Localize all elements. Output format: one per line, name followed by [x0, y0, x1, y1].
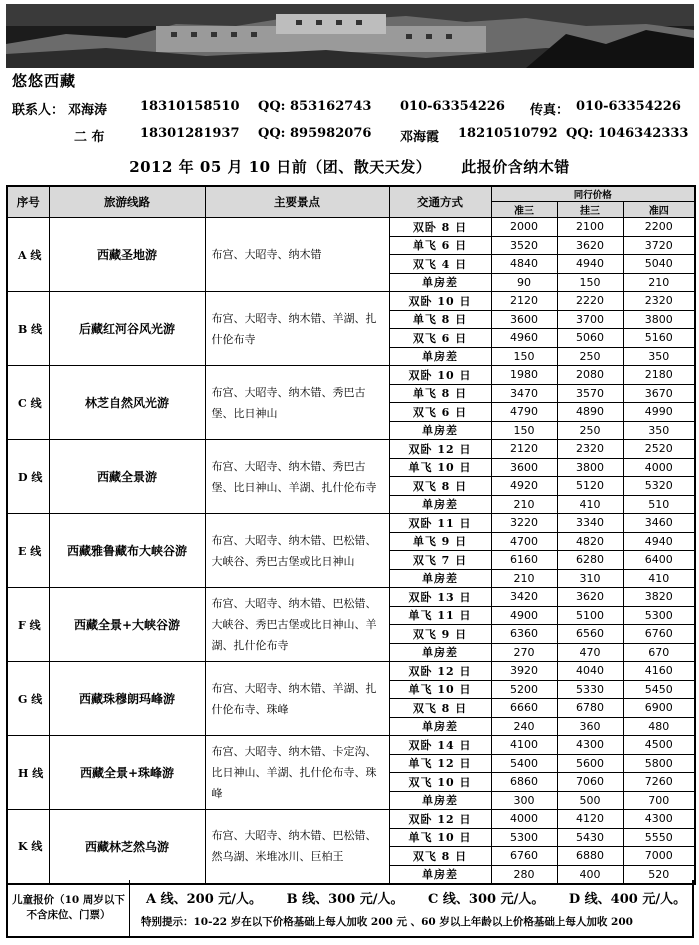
- price-cell: 4940: [557, 255, 623, 274]
- price-cell: 4890: [557, 403, 623, 422]
- price-cell: 280: [491, 865, 557, 884]
- price-cell: 670: [623, 643, 695, 662]
- contact-qq-2: 1046342333: [598, 126, 689, 141]
- transport-mode: 单飞 10 日: [389, 828, 491, 847]
- transport-mode: 单飞 8 日: [389, 384, 491, 403]
- transport-mode: 双飞 9 日: [389, 625, 491, 644]
- price-cell: 4920: [491, 477, 557, 496]
- price-cell: 5060: [557, 329, 623, 348]
- price-cell: 3600: [491, 458, 557, 477]
- price-cell: 5160: [623, 329, 695, 348]
- route-sights: 布宫、大昭寺、纳木错、巴松错、然乌湖、米堆冰川、巨柏王: [205, 810, 389, 884]
- table-row: [7, 292, 695, 311]
- price-cell: 2520: [623, 440, 695, 459]
- route-index: B 线: [7, 292, 49, 366]
- route-index: C 线: [7, 366, 49, 440]
- route-name: 林芝自然风光游: [49, 366, 205, 440]
- transport-mode: 双卧 14 日: [389, 736, 491, 755]
- route-index: A 线: [7, 218, 49, 292]
- price-cell: 5320: [623, 477, 695, 496]
- price-cell: 150: [557, 273, 623, 292]
- contact-fax-label: 传真：: [530, 103, 570, 118]
- route-index: K 线: [7, 810, 49, 884]
- route-index: D 线: [7, 440, 49, 514]
- price-cell: 2200: [623, 218, 695, 237]
- price-cell: 470: [557, 643, 623, 662]
- contact-mobile: 18301281937: [140, 126, 240, 141]
- price-cell: 2220: [557, 292, 623, 311]
- price-cell: 5430: [557, 828, 623, 847]
- table-row: [7, 366, 695, 385]
- price-cell: 6860: [491, 773, 557, 792]
- price-cell: 4940: [623, 532, 695, 551]
- price-cell: 3420: [491, 588, 557, 607]
- route-sights: 布宫、大昭寺、纳木错、巴松错、大峡谷、秀巴古堡或比日神山、羊湖、扎什伦布寺: [205, 588, 389, 662]
- route-name: 西藏林芝然乌游: [49, 810, 205, 884]
- contact-qq-label: QQ:: [258, 99, 286, 114]
- price-cell: 3220: [491, 514, 557, 533]
- transport-mode: 双飞 8 日: [389, 847, 491, 866]
- brand-title: 悠悠西藏: [12, 72, 77, 90]
- price-cell: 270: [491, 643, 557, 662]
- header-tier: 准四: [623, 202, 695, 218]
- price-cell: 5330: [557, 680, 623, 699]
- price-cell: 4100: [491, 736, 557, 755]
- table-row: [7, 662, 695, 681]
- transport-mode: 双卧 13 日: [389, 588, 491, 607]
- price-cell: 400: [557, 865, 623, 884]
- route-index: F 线: [7, 588, 49, 662]
- route-name: 西藏全景游: [49, 440, 205, 514]
- price-cell: 3520: [491, 236, 557, 255]
- price-cell: 210: [491, 569, 557, 588]
- price-cell: 5450: [623, 680, 695, 699]
- transport-mode: 单房差: [389, 273, 491, 292]
- price-cell: 250: [557, 347, 623, 366]
- price-cell: 6360: [491, 625, 557, 644]
- price-cell: 4790: [491, 403, 557, 422]
- table-row: [7, 514, 695, 533]
- table-row: [7, 588, 695, 607]
- route-name: 西藏全景+珠峰游: [49, 736, 205, 810]
- price-cell: 7000: [623, 847, 695, 866]
- table-row: [7, 440, 695, 459]
- route-name: 西藏珠穆朗玛峰游: [49, 662, 205, 736]
- price-cell: 4500: [623, 736, 695, 755]
- price-cell: 2000: [491, 218, 557, 237]
- price-cell: 6760: [491, 847, 557, 866]
- child-prices: [146, 888, 699, 907]
- child-price-b: B 线、300 元/人。: [286, 892, 404, 907]
- price-cell: 360: [557, 717, 623, 736]
- header-tier: 挂三: [557, 202, 623, 218]
- price-cell: 2320: [623, 292, 695, 311]
- price-cell: 520: [623, 865, 695, 884]
- price-cell: 5040: [623, 255, 695, 274]
- transport-mode: 双卧 12 日: [389, 810, 491, 829]
- child-price-label: 儿童报价（10 周岁以下不含床位、门票）: [8, 880, 130, 936]
- price-cell: 6760: [623, 625, 695, 644]
- contact-qq-label-2: QQ:: [566, 126, 594, 141]
- price-cell: 6160: [491, 551, 557, 570]
- table-row: [7, 810, 695, 829]
- price-cell: 3800: [623, 310, 695, 329]
- price-cell: 210: [491, 495, 557, 514]
- contact-name: 二 布: [74, 130, 105, 145]
- price-cell: 6660: [491, 699, 557, 718]
- route-name: 西藏圣地游: [49, 218, 205, 292]
- transport-mode: 双卧 10 日: [389, 292, 491, 311]
- route-sights: 布宫、大昭寺、纳木错、卡定沟、比日神山、羊湖、扎什伦布寺、珠峰: [205, 736, 389, 810]
- price-cell: 500: [557, 791, 623, 810]
- transport-mode: 双卧 10 日: [389, 366, 491, 385]
- price-cell: 5300: [491, 828, 557, 847]
- transport-mode: 单房差: [389, 347, 491, 366]
- price-cell: 3820: [623, 588, 695, 607]
- contact-fax: 010-63354226: [576, 99, 681, 114]
- price-cell: 5800: [623, 754, 695, 773]
- price-cell: 5120: [557, 477, 623, 496]
- price-cell: 6900: [623, 699, 695, 718]
- price-cell: 3600: [491, 310, 557, 329]
- price-cell: 3470: [491, 384, 557, 403]
- transport-mode: 双卧 12 日: [389, 440, 491, 459]
- notice-note: 此报价含纳木错: [461, 158, 570, 176]
- price-cell: 150: [491, 347, 557, 366]
- transport-mode: 双飞 7 日: [389, 551, 491, 570]
- price-cell: 7260: [623, 773, 695, 792]
- price-cell: 4040: [557, 662, 623, 681]
- price-cell: 2120: [491, 440, 557, 459]
- price-cell: 90: [491, 273, 557, 292]
- contact-mobile: 18310158510: [140, 99, 240, 114]
- price-cell: 2100: [557, 218, 623, 237]
- route-name: 西藏雅鲁藏布大峡谷游: [49, 514, 205, 588]
- contact-qq-label: QQ:: [258, 126, 286, 141]
- price-cell: 250: [557, 421, 623, 440]
- route-sights: 布宫、大昭寺、纳木错、巴松错、大峡谷、秀巴古堡或比日神山: [205, 514, 389, 588]
- route-index: E 线: [7, 514, 49, 588]
- header-price: 同行价格: [491, 186, 695, 202]
- price-cell: 410: [557, 495, 623, 514]
- header-route: 旅游线路: [49, 186, 205, 218]
- contact-mobile-2: 18210510792: [458, 126, 558, 141]
- price-cell: 3700: [557, 310, 623, 329]
- child-price-a: A 线、200 元/人。: [146, 892, 263, 907]
- price-cell: 5550: [623, 828, 695, 847]
- transport-mode: 双飞 4 日: [389, 255, 491, 274]
- transport-mode: 双飞 6 日: [389, 329, 491, 348]
- notice-line: [0, 156, 699, 177]
- price-cell: 3620: [557, 236, 623, 255]
- transport-mode: 单房差: [389, 865, 491, 884]
- transport-mode: 单房差: [389, 791, 491, 810]
- price-cell: 150: [491, 421, 557, 440]
- route-sights: 布宫、大昭寺、纳木错、秀巴古堡、比日神山: [205, 366, 389, 440]
- contact-name-2: 邓海霞: [400, 130, 440, 145]
- price-cell: 2080: [557, 366, 623, 385]
- transport-mode: 单飞 6 日: [389, 236, 491, 255]
- price-cell: 4900: [491, 606, 557, 625]
- contact-label: 联系人：: [12, 103, 65, 118]
- price-cell: 350: [623, 347, 695, 366]
- route-sights: 布宫、大昭寺、纳木错、羊湖、扎什伦布寺、珠峰: [205, 662, 389, 736]
- transport-mode: 单飞 8 日: [389, 310, 491, 329]
- transport-mode: 双飞 10 日: [389, 773, 491, 792]
- price-cell: 2320: [557, 440, 623, 459]
- table-row: [7, 218, 695, 237]
- price-cell: 2180: [623, 366, 695, 385]
- price-table-body: [7, 218, 695, 884]
- footer-box: [6, 880, 694, 938]
- price-cell: 3720: [623, 236, 695, 255]
- price-cell: 4990: [623, 403, 695, 422]
- transport-mode: 单飞 10 日: [389, 458, 491, 477]
- child-price-d: D 线、400 元/人。: [568, 892, 687, 907]
- transport-mode: 双飞 8 日: [389, 699, 491, 718]
- price-cell: 3670: [623, 384, 695, 403]
- header-sights: 主要景点: [205, 186, 389, 218]
- price-cell: 6280: [557, 551, 623, 570]
- price-cell: 700: [623, 791, 695, 810]
- price-cell: 3920: [491, 662, 557, 681]
- transport-mode: 单房差: [389, 643, 491, 662]
- header-banner-image: [6, 4, 694, 68]
- price-cell: 3620: [557, 588, 623, 607]
- header-tier: 准三: [491, 202, 557, 218]
- price-cell: 4700: [491, 532, 557, 551]
- price-cell: 210: [623, 273, 695, 292]
- price-cell: 4120: [557, 810, 623, 829]
- contact-phone: 010-63354226: [400, 99, 505, 114]
- table-row: [7, 736, 695, 755]
- price-cell: 4000: [491, 810, 557, 829]
- transport-mode: 双飞 6 日: [389, 403, 491, 422]
- price-cell: 3800: [557, 458, 623, 477]
- price-cell: 410: [623, 569, 695, 588]
- contact-qq: 853162743: [290, 99, 372, 114]
- price-cell: 1980: [491, 366, 557, 385]
- price-cell: 4960: [491, 329, 557, 348]
- price-cell: 3340: [557, 514, 623, 533]
- transport-mode: 单房差: [389, 569, 491, 588]
- price-cell: 6880: [557, 847, 623, 866]
- price-cell: 7060: [557, 773, 623, 792]
- transport-mode: 单房差: [389, 421, 491, 440]
- price-cell: 4300: [557, 736, 623, 755]
- transport-mode: 单房差: [389, 717, 491, 736]
- transport-mode: 单飞 12 日: [389, 754, 491, 773]
- price-cell: 4840: [491, 255, 557, 274]
- price-cell: 6400: [623, 551, 695, 570]
- price-cell: 310: [557, 569, 623, 588]
- price-cell: 5600: [557, 754, 623, 773]
- transport-mode: 单飞 10 日: [389, 680, 491, 699]
- header-transport: 交通方式: [389, 186, 491, 218]
- price-cell: 5300: [623, 606, 695, 625]
- contact-qq: 895982076: [290, 126, 372, 141]
- transport-mode: 单飞 11 日: [389, 606, 491, 625]
- transport-mode: 单房差: [389, 495, 491, 514]
- price-cell: 240: [491, 717, 557, 736]
- route-sights: 布宫、大昭寺、纳木错、羊湖、扎什伦布寺: [205, 292, 389, 366]
- transport-mode: 双飞 8 日: [389, 477, 491, 496]
- price-cell: 4300: [623, 810, 695, 829]
- price-cell: 480: [623, 717, 695, 736]
- route-sights: 布宫、大昭寺、纳木错、秀巴古堡、比日神山、羊湖、扎什伦布寺: [205, 440, 389, 514]
- transport-mode: 单飞 9 日: [389, 532, 491, 551]
- price-cell: 3570: [557, 384, 623, 403]
- child-price-c: C 线、300 元/人。: [428, 892, 545, 907]
- price-cell: 5100: [557, 606, 623, 625]
- contact-name: 邓海涛: [68, 103, 108, 118]
- transport-mode: 双卧 12 日: [389, 662, 491, 681]
- price-cell: 300: [491, 791, 557, 810]
- route-index: G 线: [7, 662, 49, 736]
- price-cell: 350: [623, 421, 695, 440]
- price-cell: 5200: [491, 680, 557, 699]
- price-cell: 2120: [491, 292, 557, 311]
- route-sights: 布宫、大昭寺、纳木错: [205, 218, 389, 292]
- transport-mode: 双卧 11 日: [389, 514, 491, 533]
- header-idx: 序号: [7, 186, 49, 218]
- special-tip: 特别提示：10-22 岁在以下价格基础上每人加收 200 元 、60 岁以上年龄以上价格基础上每人加收 200: [141, 916, 633, 928]
- price-cell: 3460: [623, 514, 695, 533]
- price-cell: 4820: [557, 532, 623, 551]
- notice-date: 2012 年 05 月 10 日前（团、散天天发）: [129, 158, 432, 176]
- route-index: H 线: [7, 736, 49, 810]
- route-name: 后藏红河谷风光游: [49, 292, 205, 366]
- price-cell: 4160: [623, 662, 695, 681]
- price-cell: 4000: [623, 458, 695, 477]
- price-cell: 5400: [491, 754, 557, 773]
- transport-mode: 双卧 8 日: [389, 218, 491, 237]
- price-cell: 6780: [557, 699, 623, 718]
- price-cell: 510: [623, 495, 695, 514]
- route-name: 西藏全景+大峡谷游: [49, 588, 205, 662]
- price-cell: 6560: [557, 625, 623, 644]
- price-table: [6, 185, 696, 885]
